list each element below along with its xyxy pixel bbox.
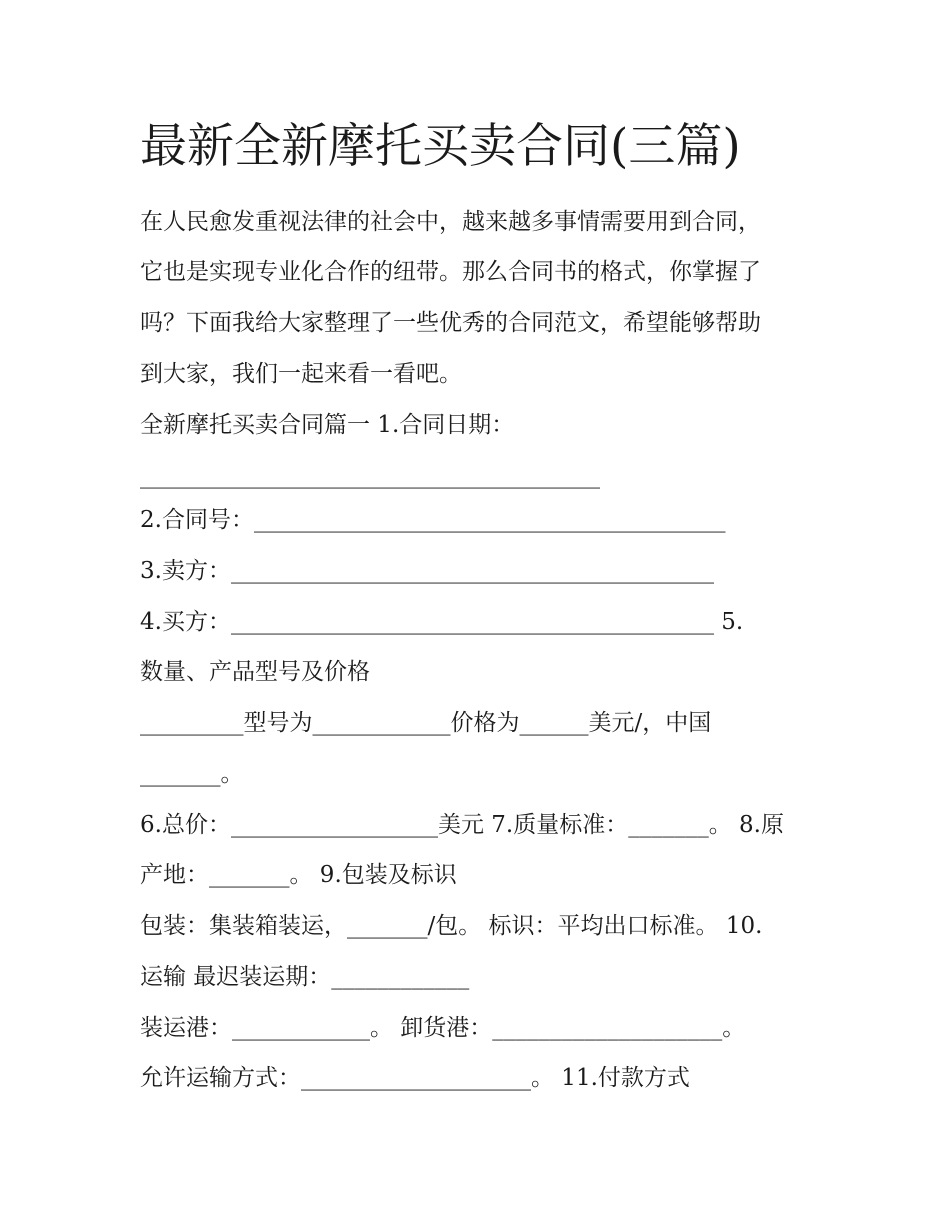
- transport-payment-line: 允许运输方式：____________________。 11.付款方式: [140, 1065, 690, 1091]
- ports-line: 装运港：____________。 卸货港：____________________。: [140, 1015, 746, 1041]
- paragraph-line: 它也是实现专业化合作的纽带。那么合同书的格式，你掌握了: [140, 259, 761, 285]
- total-price-line: 6.总价：__________________美元 7.质量标准：_______。 8.原: [140, 812, 784, 838]
- paragraph-line: 到大家，我们一起来看一看吧。: [140, 361, 462, 387]
- document-title: 最新全新摩托买卖合同(三篇): [140, 119, 741, 174]
- packing-line: 包装：集装箱装运，_______/包。 标识：平均出口标准。 10.: [140, 913, 763, 939]
- buyer-line: 4.买方：__________________________________________ 5.: [140, 609, 744, 635]
- section-heading-line: 全新摩托买卖合同篇一 1.合同日期：: [140, 412, 515, 438]
- seller-line: 3.卖方：__________________________________________: [140, 558, 714, 584]
- blank-field-line: ________________________________________: [140, 463, 600, 489]
- paragraph-line: 在人民愈发重视法律的社会中，越来越多事情需要用到合同，: [140, 209, 761, 235]
- contract-number-line: 2.合同号：_________________________________________: [140, 507, 726, 533]
- shipment-line: 运输 最迟装运期：____________: [140, 964, 470, 990]
- blank-field-line: _______。: [140, 761, 244, 787]
- model-price-line: _________型号为____________价格为______美元/，中国: [140, 710, 712, 736]
- paragraph-line: 吗？下面我给大家整理了一些优秀的合同范文，希望能够帮助: [140, 310, 761, 336]
- quantity-heading-line: 数量、产品型号及价格: [140, 659, 370, 685]
- origin-line: 产地：_______。 9.包装及标识: [140, 862, 457, 888]
